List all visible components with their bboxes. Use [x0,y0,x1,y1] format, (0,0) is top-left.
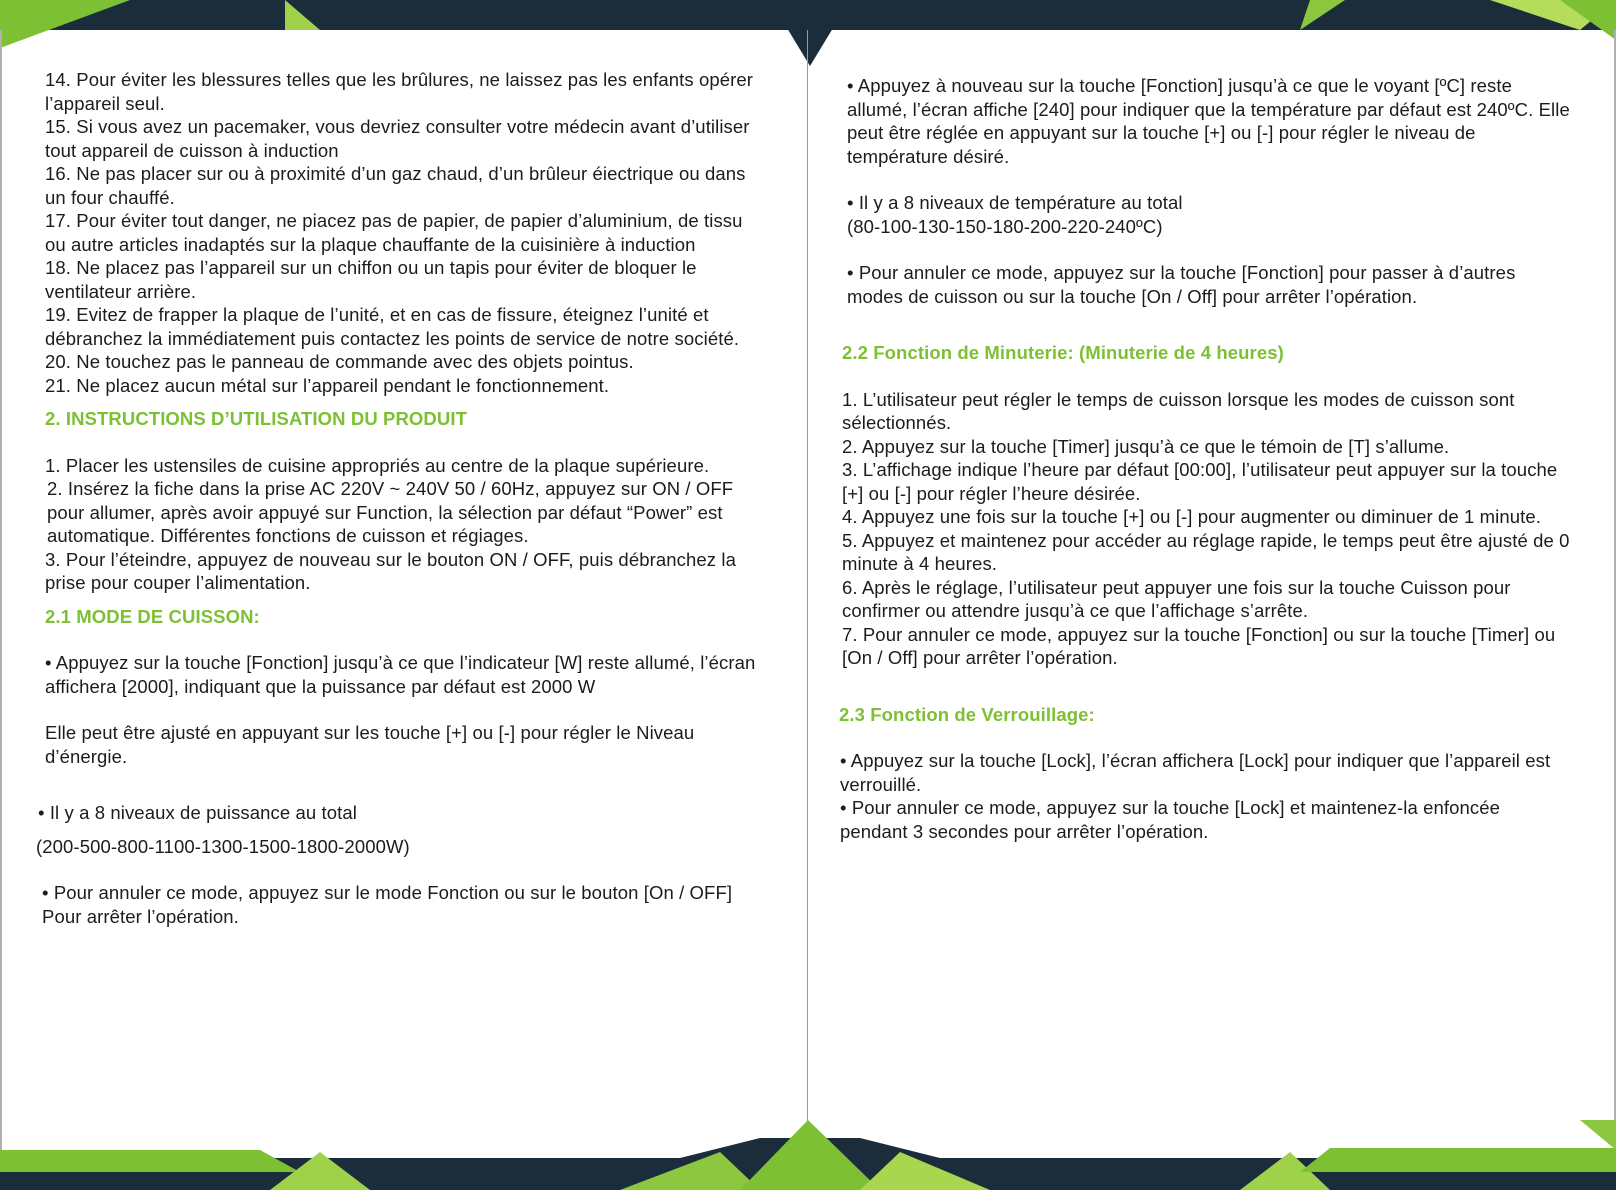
paragraph: Elle peut être ajusté en appuyant sur les touche [+] ou [-] pour régler le Niveau d’énergie. [45,722,695,767]
list-item: 20. Ne touchez pas le panneau de commande avec des objets pointus. [45,351,634,372]
timer-list [842,388,1572,670]
list-item: 1. Placer les ustensiles de cuisine appropriés au centre de la plaque supérieure. [45,454,710,476]
paragraph: • Pour annuler ce mode, appuyez sur le mode Fonction ou sur le bouton [On / OFF] Pour arrêter l’opération. [42,882,733,927]
list-item: 5. Appuyez et maintenez pour accéder au réglage rapide, le temps peut être ajusté de 0 minute à 4 heures. [842,529,1570,574]
list-item: 2. Appuyez sur la touche [Timer] jusqu’à ce que le témoin de [T] s’allume. [842,435,1450,457]
section-heading: 2.1 MODE DE CUISSON: [45,605,260,627]
left-page [36,68,765,928]
paragraph: • Appuyez sur la touche [Fonction] jusqu’à ce que l’indicateur [W] reste allumé, l’écran affichera [2000], indiquant que la puissance par défaut est 2000 W [45,652,756,697]
paragraph: (80-100-130-150-180-200-220-240ºC) [847,215,1163,237]
list-item: 18. Ne placez pas l’appareil sur un chiffon ou un tapis pour éviter de bloquer le ventilateur arrière. [45,257,697,302]
list-item: 17. Pour éviter tout danger, ne piacez pas de papier, de papier d’aluminium, de tissu ou autre articles inadaptés sur la plaque chauffante de la cuisinière à induction [45,210,743,255]
paragraph: • Pour annuler ce mode, appuyez sur la touche [Fonction] pour passer à d’autres modes de cuisson ou sur la touche [On / Off] pour arrêter l’opération. [847,262,1516,307]
list-item: 4. Appuyez une fois sur la touche [+] ou [-] pour augmenter ou diminuer de 1 minute. [842,506,1541,527]
list-item: 19. Evitez de frapper la plaque de l’unité, et en cas de fissure, éteignez l’unité et débranchez la immédiatement puis contactez les points de service de notre société. [45,304,740,349]
safety-list [45,68,765,397]
list-item: 2. Insérez la fiche dans la prise AC 220V ~ 240V 50 / 60Hz, appuyez sur ON / OFF pour allumer, après avoir appuyé sur Function, la sélection par défaut “Power” est automatique. Différentes fonctions de cuisson et régiages. [47,478,734,546]
list-item: 15. Si vous avez un pacemaker, vous devriez consulter votre médecin avant d’utiliser tout appareil de cuisson à induction [45,116,750,161]
section-heading: 2. INSTRUCTIONS D’UTILISATION DU PRODUIT [45,408,467,429]
list-item: 3. L’affichage indique l’heure par défaut [00:00], l’utilisateur peut appuyer sur la touche [+] ou [-] pour régler l’heure désirée. [842,459,1558,504]
list-item: 1. L’utilisateur peut régler le temps de cuisson lorsque les modes de cuisson sont sélectionnés. [842,388,1515,433]
list-item: 7. Pour annuler ce mode, appuyez sur la touche [Fonction] ou sur la touche [Timer] ou [On / Off] pour arrêter l’opération. [842,623,1556,668]
section-heading: 2.2 Fonction de Minuterie: (Minuterie de 4 heures) [842,342,1284,363]
paragraph: • Il y a 8 niveaux de puissance au total [38,802,358,823]
section-heading: 2.3 Fonction de Verrouillage: [839,703,1095,725]
lock-list [840,749,1572,843]
paragraph: • Il y a 8 niveaux de température au total [847,192,1183,213]
list-item: 16. Ne pas placer sur ou à proximité d’un gaz chaud, d’un brûleur éiectrique ou dans un four chauffé. [45,163,746,208]
list-item: 14. Pour éviter les blessures telles que les brûlures, ne laissez pas les enfants opérer l’appareil seul. [45,69,754,114]
right-page [839,74,1572,843]
paragraph: • Appuyez à nouveau sur la touche [Fonction] jusqu’à ce que le voyant [ºC] reste allumé, l’écran affiche [240] pour indiquer que la température par défaut est 240ºC. Elle peut être réglée en appuyant sur la touche [+] ou [-] pour régler le niveau de température désiré. [847,75,1570,167]
list-item: 3. Pour l’éteindre, appuyez de nouveau sur le bouton ON / OFF, puis débranchez la prise pour couper l’alimentation. [45,548,736,593]
list-item: • Pour annuler ce mode, appuyez sur la touche [Lock] et maintenez-la enfoncée pendant 3 secondes pour arrêter l’opération. [840,797,1501,842]
list-item: 21. Ne placez aucun métal sur l’appareil pendant le fonctionnement. [45,374,610,396]
list-item: • Appuyez sur la touche [Lock], l’écran affichera [Lock] pour indiquer que l’appareil est verrouillé. [840,750,1551,795]
paragraph: (200-500-800-1100-1300-1500-1800-2000W) [36,835,410,857]
list-item: 6. Après le réglage, l’utilisateur peut appuyer une fois sur la touche Cuisson pour confirmer ou attendre jusqu’à ce que l’affichage s’arrête. [842,576,1511,621]
